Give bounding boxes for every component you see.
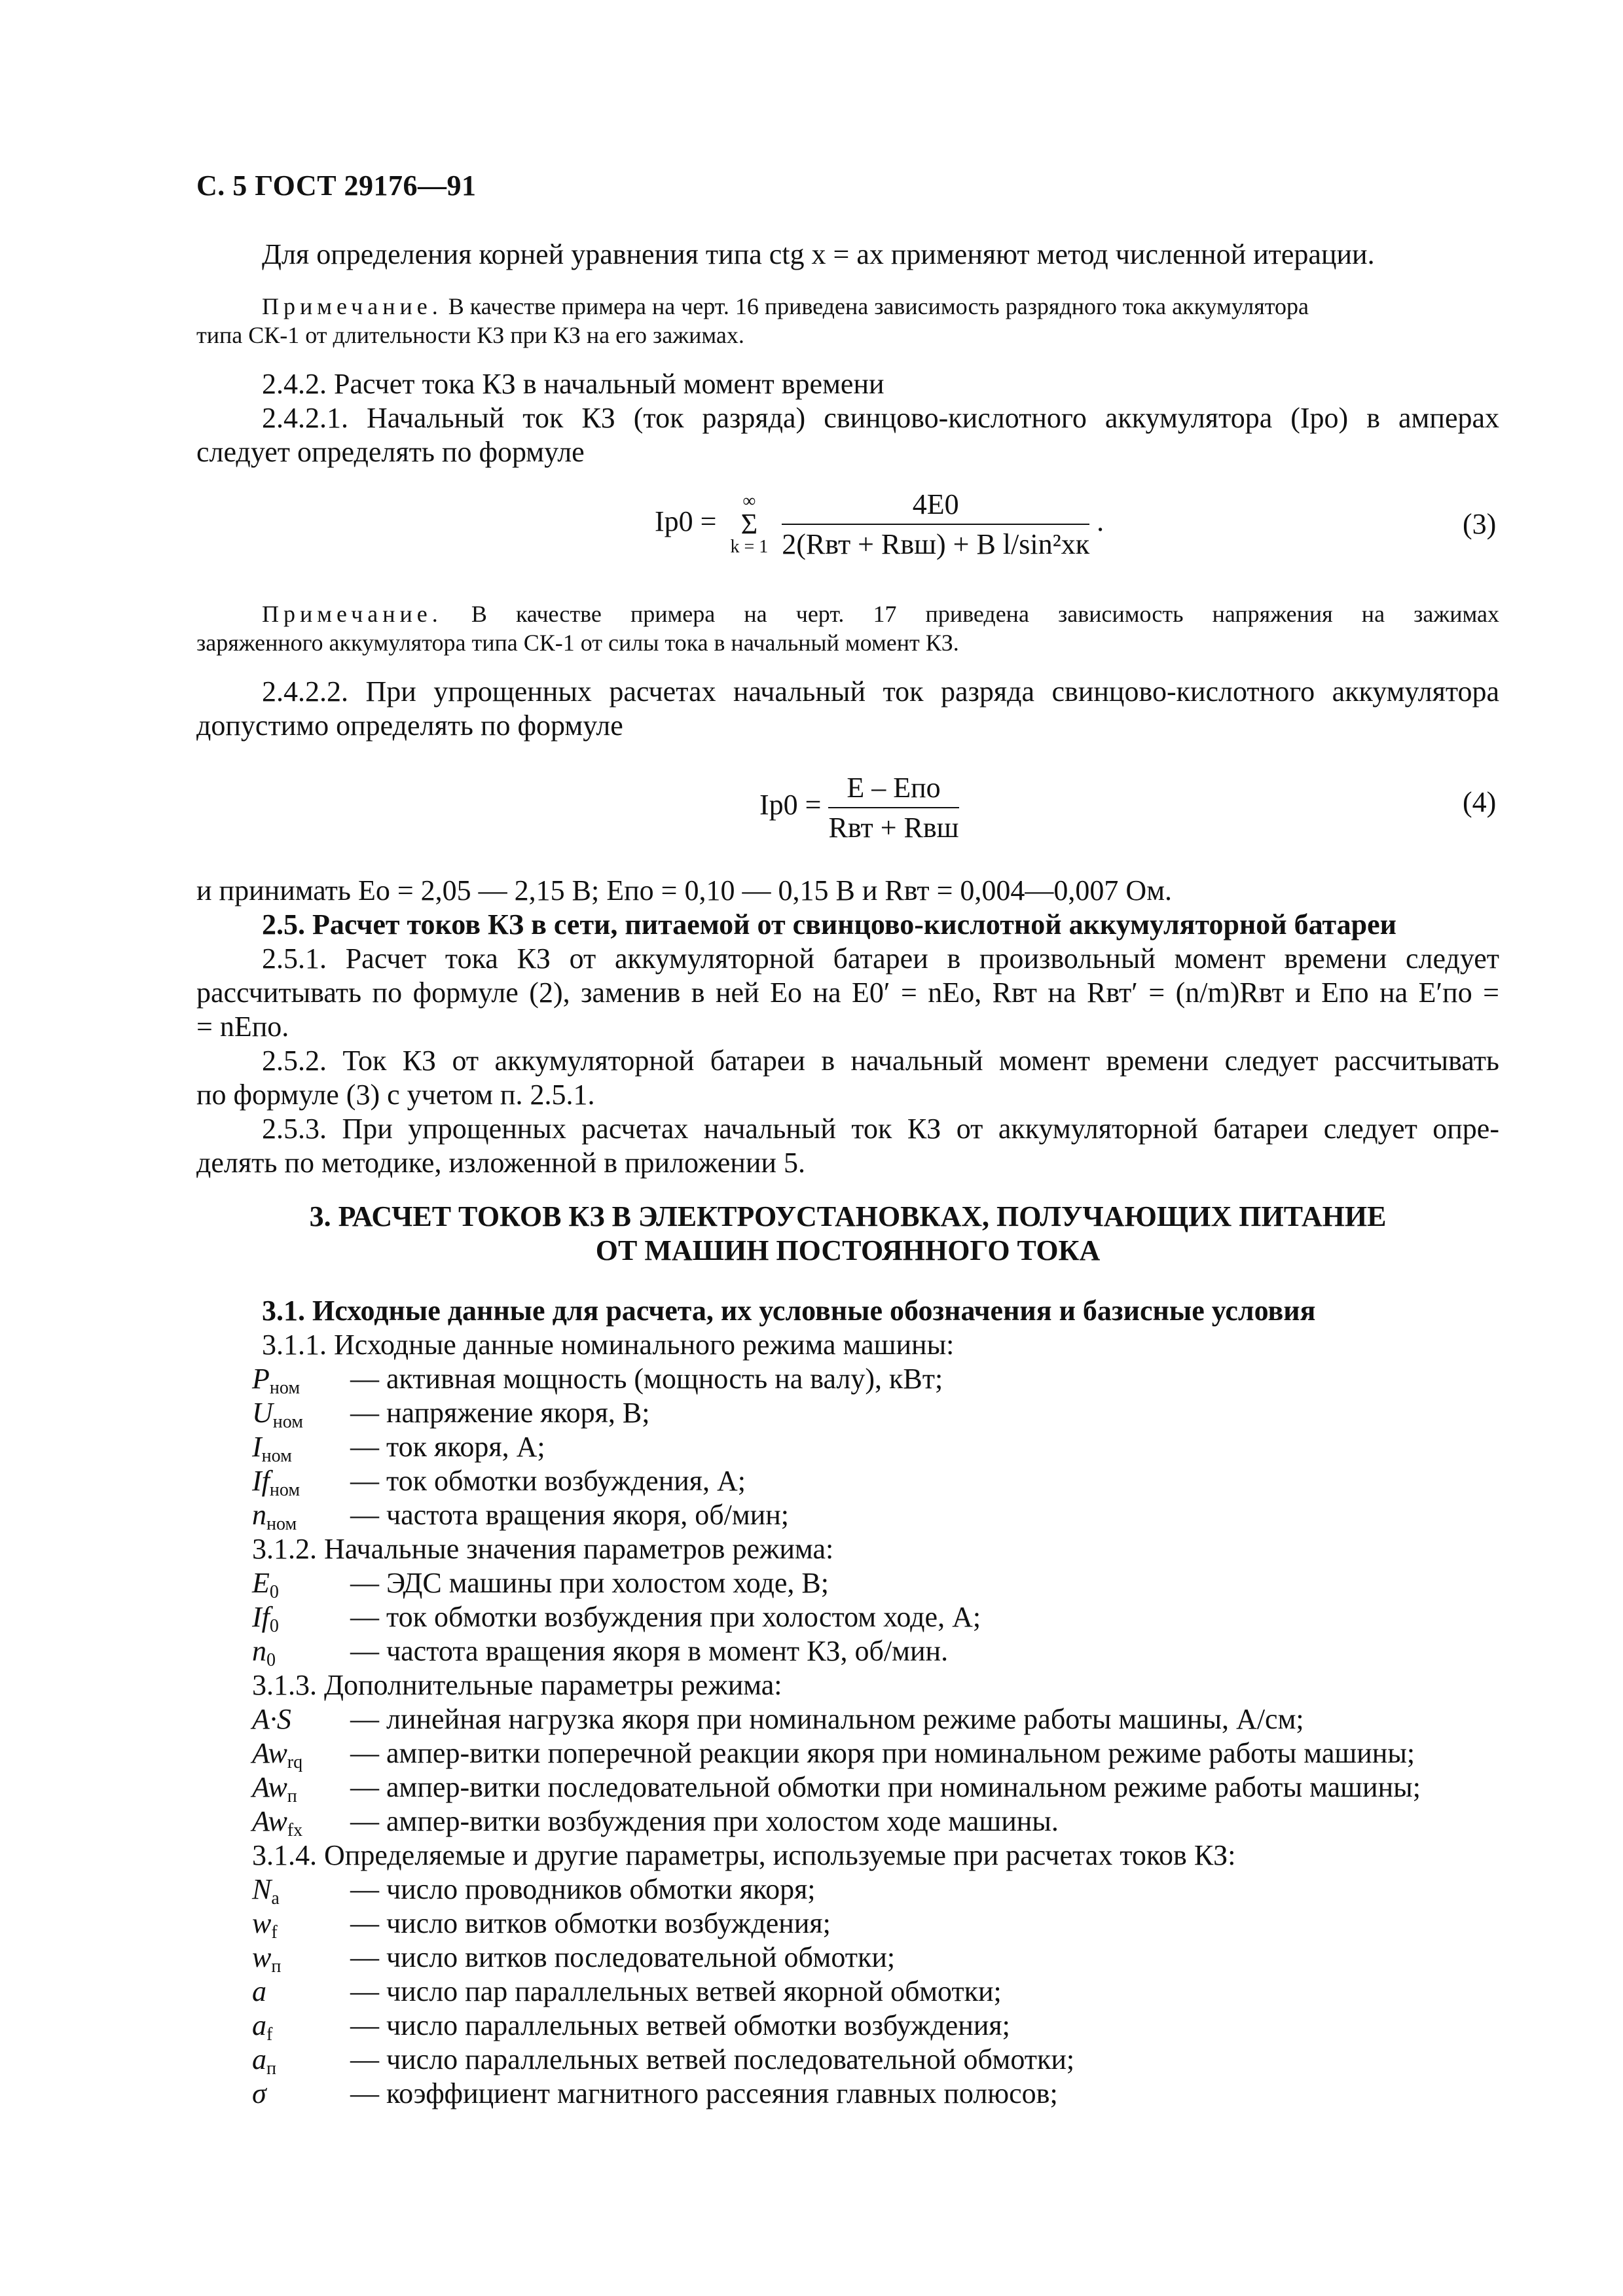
symbol: $N_a$ — [252, 1873, 280, 1909]
section-2-5: 2.5. Расчет токов КЗ в сети, питаемой от свинцово-кислотной аккумуляторной батареи — [262, 908, 1397, 941]
note2-line1: Примечание. В качестве примера на черт. 17 приведена зависимость напряжения на зажимах — [262, 601, 1499, 627]
definition-text: — напряжение якоря, В; — [350, 1397, 650, 1429]
section-2-5-1-line3: = nEпо. — [196, 1011, 289, 1043]
symbol: $P_{ном}$ — [252, 1363, 301, 1398]
section-2-4-2-2-line2: допустимо определять по формуле — [196, 709, 623, 742]
definition-text: — ампер-витки последовательной обмотки при номинальном режиме работы машины; — [350, 1771, 1421, 1803]
note1-line1: Примечание. В качестве примера на черт. 16 приведена зависимость разрядного тока аккумулятора — [262, 293, 1309, 319]
definition-text: — ток обмотки возбуждения, А; — [350, 1465, 746, 1497]
section-2-5-3-line1: 2.5.3. При упрощенных расчетах начальный ток КЗ от аккумуляторной батареи следует опре- — [262, 1113, 1499, 1145]
formula-3: Iр0 = ∞ Σ k = 1 $\frac{4E0}{\text{2(Rвт + Rвш) + B l/sin²xк}}$ . — [655, 488, 1104, 560]
equation-number-4: (4) — [1463, 786, 1497, 818]
definition-text: — число параллельных ветвей обмотки возбуждения; — [350, 2009, 1010, 2041]
symbol: $a_f$ — [252, 2009, 273, 2045]
symbol: $w_п$ — [252, 1941, 282, 1977]
formula-3-denominator: 2(Rвт + Rвш) + B l/sin²xк — [782, 528, 1090, 560]
definition-text: — ампер-витки возбуждения при холостом ходе машины. — [350, 1805, 1059, 1837]
page-header: С. 5 ГОСТ 29176—91 — [196, 170, 477, 202]
section-2-4-2-1-line1: 2.4.2.1. Начальный ток КЗ (ток разряда) свинцово-кислотного аккумулятора (Iро) в амперах — [262, 402, 1499, 434]
symbol: $I_{ном}$ — [252, 1431, 292, 1466]
formula-4-lhs: Iр0 = — [759, 789, 822, 821]
definition-text: — частота вращения якоря в момент КЗ, об/мин. — [350, 1635, 949, 1667]
symbol: $a_п$ — [252, 2043, 276, 2079]
definition-text: — коэффициент магнитного рассеяния главных полюсов; — [350, 2077, 1058, 2109]
definition-text: — число проводников обмотки якоря; — [350, 1873, 816, 1905]
section-2-4-2-2-line1: 2.4.2.2. При упрощенных расчетах начальный ток разряда свинцово-кислотного аккумулятора — [262, 675, 1499, 708]
section-2-5-1-line1: 2.5.1. Расчет тока КЗ от аккумуляторной батареи в произвольный момент времени следует — [262, 942, 1499, 975]
intro-text: Для определения корней уравнения типа ctg x = ax применяют метод численной итерации. — [262, 238, 1375, 270]
definition-text: — число параллельных ветвей последовательной обмотки; — [350, 2043, 1075, 2075]
section-2-4-2-1-line2: следует определять по формуле — [196, 436, 585, 468]
section-2-5-3-line2: делять по методике, изложенной в приложении 5. — [196, 1147, 805, 1179]
definition-text: — ток обмотки возбуждения при холостом ходе, А; — [350, 1601, 981, 1633]
accept-values-line: и принимать Eо = 2,05 — 2,15 В; Eпо = 0,10 — 0,15 В и Rвт = 0,004—0,007 Ом. — [196, 874, 1173, 906]
section-2-5-1-line2: рассчитывать по формуле (2), заменив в ней Eо на E0′ = nEо, Rвт на Rвт′ = (n/m)Rвт и Eпо на E′по = — [196, 977, 1499, 1009]
definition-text: — ампер-витки поперечной реакции якоря при номинальном режиме работы машины; — [350, 1737, 1415, 1769]
section-3-heading-line2: ОТ МАШИН ПОСТОЯННОГО ТОКА — [595, 1234, 1101, 1266]
symbol: $n_{ном}$ — [252, 1499, 297, 1534]
definition-text: — активная мощность (мощность на валу), кВт; — [350, 1363, 943, 1395]
definition-text: — линейная нагрузка якоря при номинальном режиме работы машины, А/см; — [350, 1703, 1304, 1735]
symbol: $w_f$ — [252, 1907, 278, 1943]
symbol: $Aw_{fx}$ — [252, 1805, 303, 1840]
note1-label: Примечание. — [262, 293, 443, 319]
formula-4 — [759, 771, 959, 844]
sum-symbol: ∞ Σ k = 1 — [730, 491, 769, 557]
symbol: $Aw_п$ — [252, 1771, 297, 1806]
formula-4-denominator: Rвт + Rвш — [828, 812, 959, 844]
section-3-1-1: 3.1.1. Исходные данные номинального режима машины: — [262, 1329, 955, 1361]
symbol: $If_{ном}$ — [252, 1465, 301, 1500]
definition-text: — ток якоря, А; — [350, 1431, 545, 1463]
note2-line2: заряженного аккумулятора типа СК-1 от силы тока в начальный момент КЗ. — [196, 630, 959, 656]
definition-text: — число витков последовательной обмотки; — [350, 1941, 896, 1973]
definition-text: — число пар параллельных ветвей якорной обмотки; — [350, 1975, 1002, 2007]
section-3-heading-line1: 3. РАСЧЕТ ТОКОВ КЗ В ЭЛЕКТРОУСТАНОВКАХ, ПОЛУЧАЮЩИХ ПИТАНИЕ — [309, 1200, 1387, 1232]
section-3-1-3: 3.1.3. Дополнительные параметры режима: — [252, 1669, 782, 1701]
section-2-5-2-line2: по формуле (3) с учетом п. 2.5.1. — [196, 1079, 595, 1111]
symbol: σ — [252, 2077, 266, 2109]
definition-text: — число витков обмотки возбуждения; — [350, 1907, 831, 1939]
symbol: $n_0$ — [252, 1635, 276, 1670]
symbol: $Aw_{rq}$ — [252, 1737, 303, 1772]
note2-label: Примечание. — [262, 601, 443, 627]
section-3-1: 3.1. Исходные данные для расчета, их условные обозначения и базисные условия — [262, 1295, 1316, 1327]
section-3-1-4: 3.1.4. Определяемые и другие параметры, используемые при расчетах токов КЗ: — [252, 1839, 1236, 1871]
formula-3-numerator: 4E0 — [782, 488, 1089, 525]
section-2-4-2: 2.4.2. Расчет тока КЗ в начальный момент времени — [262, 368, 884, 400]
symbol: $If_0$ — [252, 1601, 279, 1636]
equation-number-3: (3) — [1463, 508, 1497, 540]
formula-4-numerator: E – Eпо — [828, 771, 958, 808]
symbol: $U_{ном}$ — [252, 1397, 303, 1432]
symbol: $E_0$ — [252, 1567, 279, 1602]
formula-3-lhs: Iр0 = — [655, 505, 717, 538]
note1-line2: типа СК-1 от длительности КЗ при КЗ на его зажимах. — [196, 322, 744, 348]
formula-3-fraction — [782, 488, 1089, 561]
symbol: A·S — [252, 1703, 291, 1735]
section-3-1-2: 3.1.2. Начальные значения параметров режима: — [252, 1533, 834, 1565]
section-2-5-2-line1: 2.5.2. Ток КЗ от аккумуляторной батареи в начальный момент времени следует рассчитывать — [262, 1045, 1499, 1077]
definition-text: — частота вращения якоря, об/мин; — [350, 1499, 789, 1531]
definition-text: — ЭДС машины при холостом ходе, В; — [350, 1567, 829, 1599]
formula-4-fraction — [828, 771, 958, 844]
symbol: a — [252, 1975, 266, 2007]
